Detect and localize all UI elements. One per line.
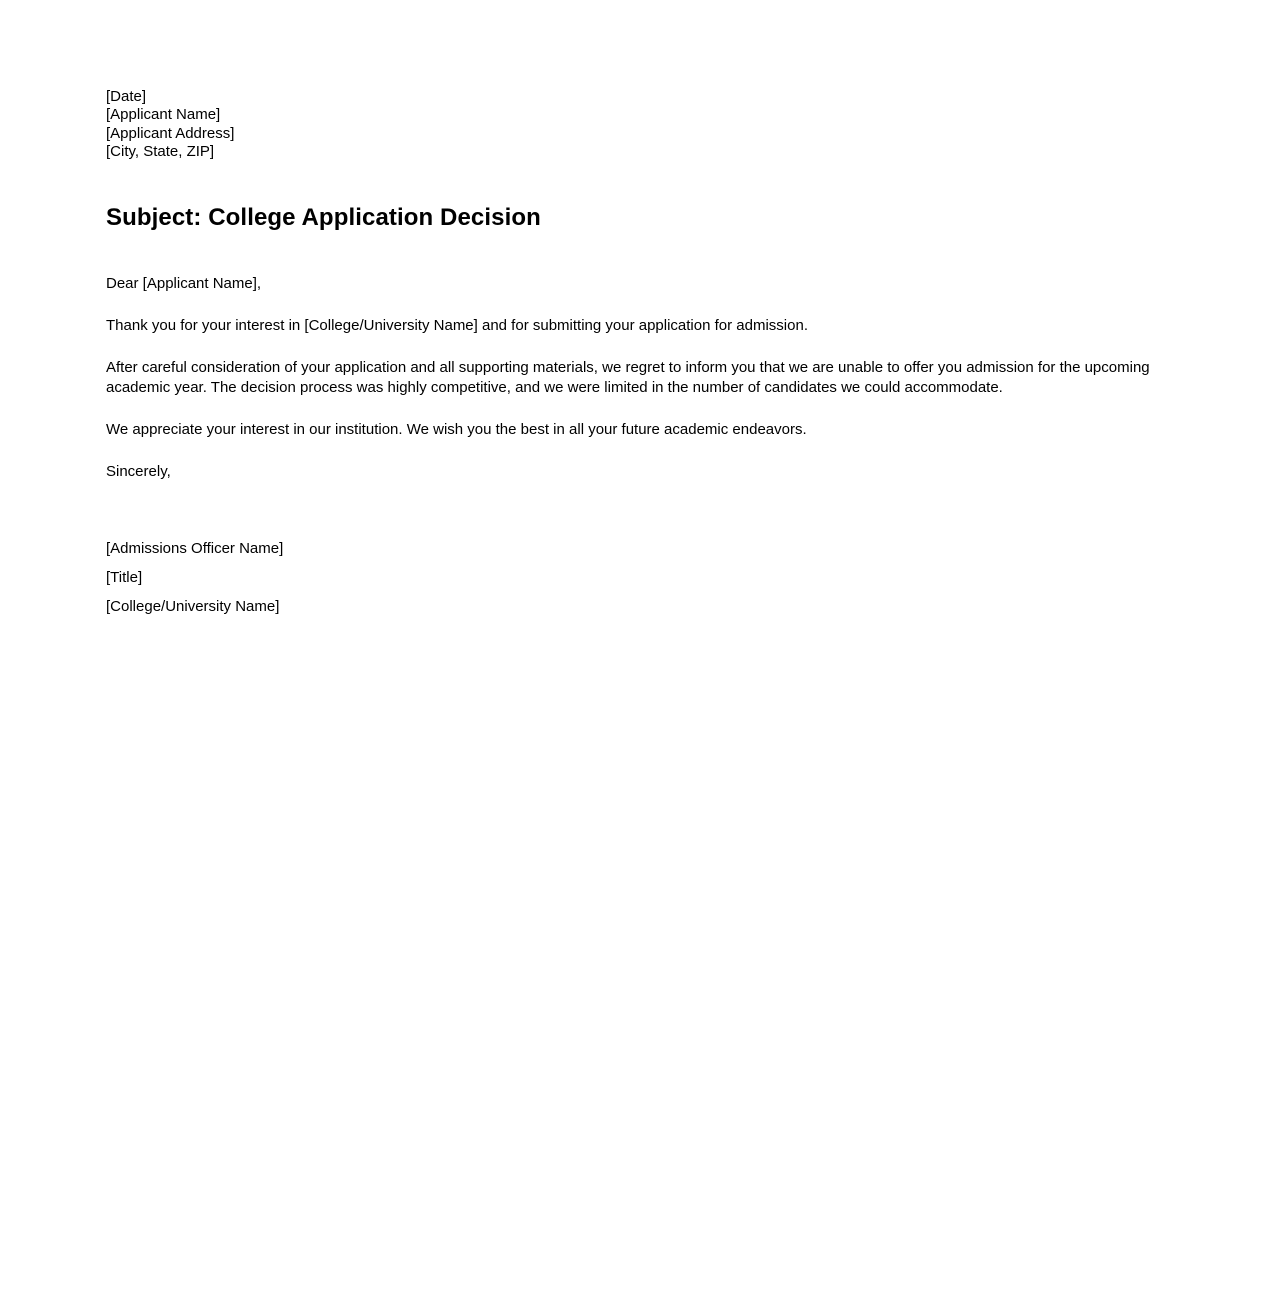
applicant-address-placeholder: [Applicant Address] — [106, 124, 235, 142]
subject-heading: Subject: College Application Decision — [106, 203, 541, 231]
closing-sincerely: Sincerely, — [106, 462, 171, 480]
letter-body — [106, 88, 1174, 621]
date-placeholder: [Date] — [106, 88, 147, 105]
paragraph-thank-you: Thank you for your interest in [College/University Name] and for submitting your application for admission. — [106, 316, 808, 334]
applicant-city-state-zip-placeholder: [City, State, ZIP] — [106, 143, 215, 161]
paragraph-decision: After careful consideration of your application and all supporting materials, we regret to inform you that we are unable to offer you admission for the upcoming academic year. The decision process was highly competitive, and we were limited in the number of candidates we could accommodate. — [106, 358, 1150, 396]
signature-block — [106, 534, 1174, 621]
admissions-officer-name-placeholder: [Admissions Officer Name] — [106, 539, 284, 557]
officer-title-placeholder: [Title] — [106, 568, 143, 586]
paragraph-closing-remarks: We appreciate your interest in our institution. We wish you the best in all your future academic endeavors. — [106, 420, 807, 438]
applicant-name-placeholder: [Applicant Name] — [106, 106, 221, 124]
recipient-address-block — [106, 88, 1174, 162]
salutation: Dear [Applicant Name], — [106, 274, 262, 292]
institution-name-placeholder: [College/University Name] — [106, 597, 280, 615]
